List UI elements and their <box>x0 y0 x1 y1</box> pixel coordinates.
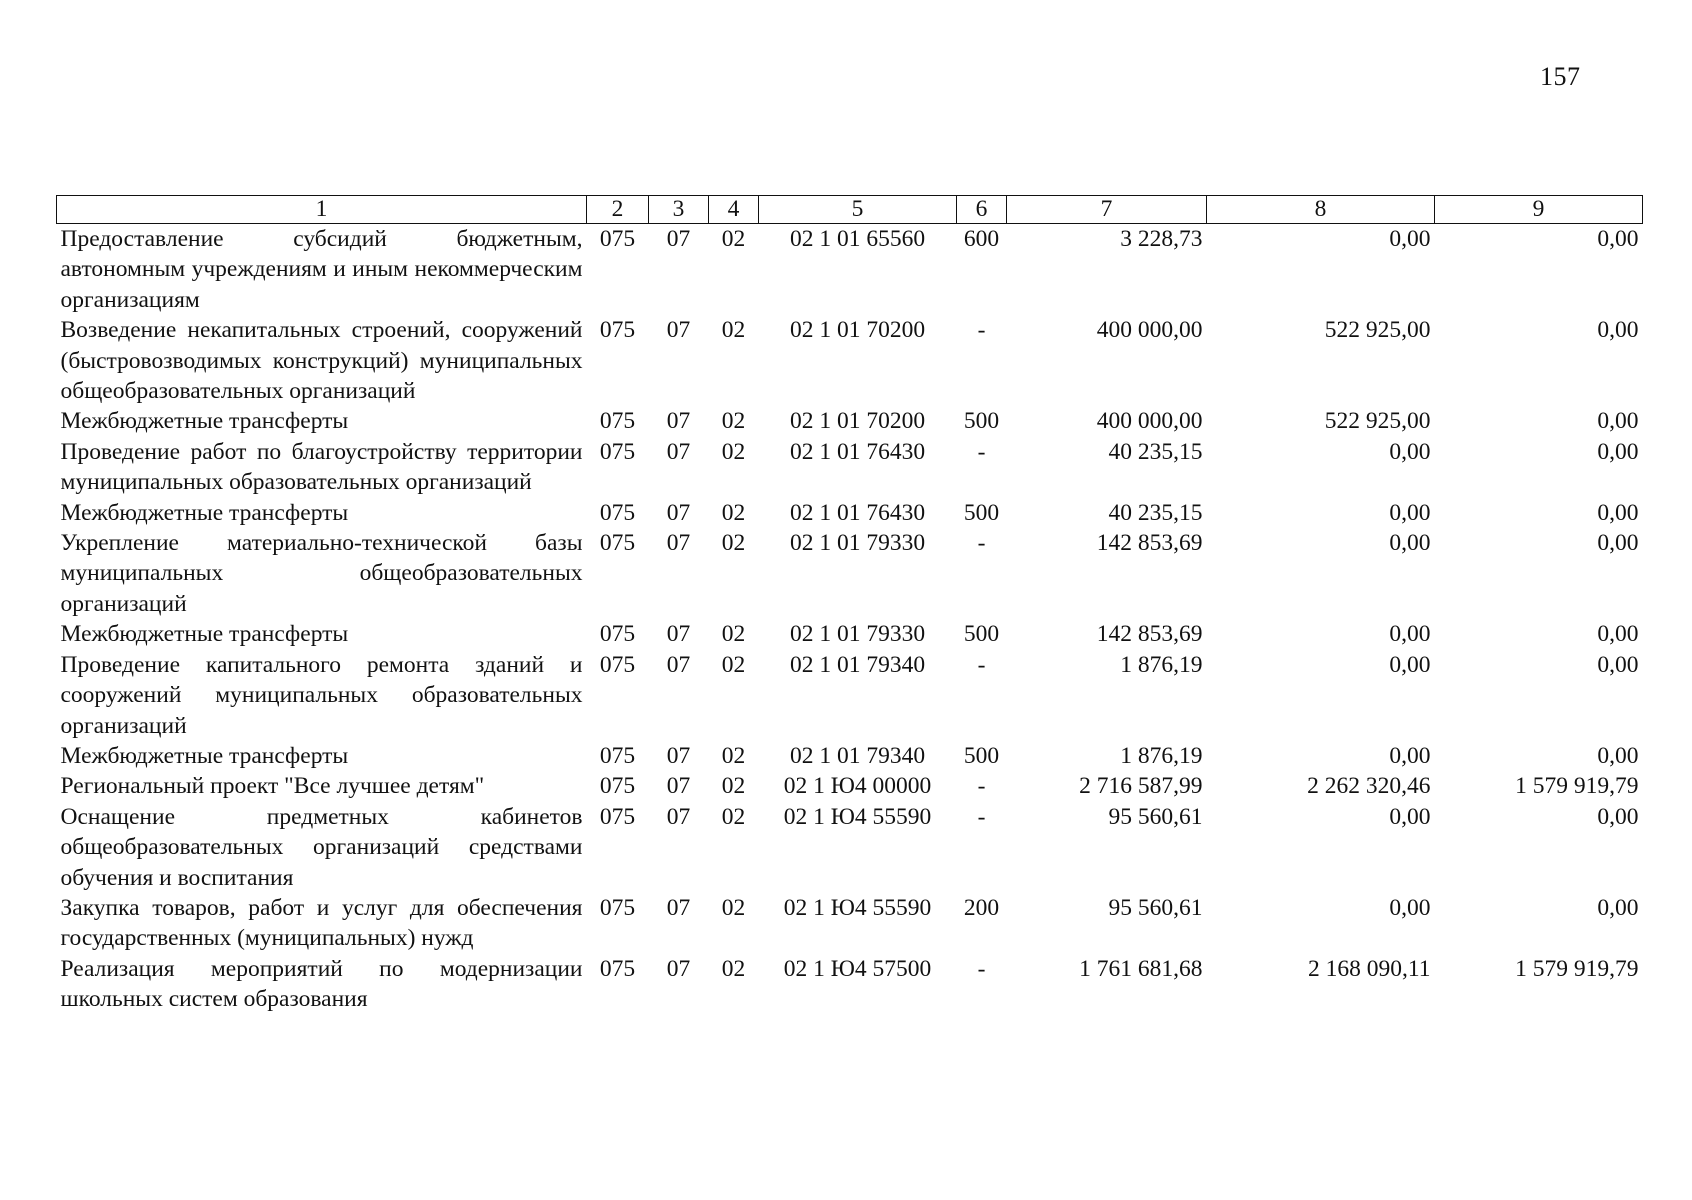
cell-subsection: 02 <box>721 742 746 769</box>
cell-subsection: 02 <box>721 226 746 252</box>
cell-target-article: 02 1 Ю4 00000 <box>783 773 932 800</box>
cell-target-article: 02 1 01 76430 <box>789 499 926 526</box>
cell-admin-code: 075 <box>599 408 636 435</box>
cell-target-article: 02 1 01 79330 <box>789 621 926 648</box>
cell-section: 07 <box>666 621 691 648</box>
cell-subsection: 02 <box>721 955 746 982</box>
table-body <box>57 224 1643 1015</box>
cell-expense-type: 500 <box>963 742 1000 769</box>
cell-admin-code: 075 <box>599 773 636 800</box>
cell-target-article: 02 1 01 79330 <box>789 530 926 557</box>
cell-subsection: 02 <box>721 438 746 465</box>
cell-amount-8: 0,00 <box>1389 742 1431 769</box>
table-row <box>57 802 1643 893</box>
table-row <box>57 498 1643 528</box>
cell-amount-8: 522 925,00 <box>1324 317 1431 344</box>
cell-amount-9: 0,00 <box>1597 408 1639 435</box>
cell-amount-9: 0,00 <box>1597 894 1639 921</box>
cell-subsection: 02 <box>721 408 746 435</box>
cell-subsection: 02 <box>721 894 746 921</box>
cell-subsection: 02 <box>721 317 746 344</box>
cell-amount-9: 0,00 <box>1597 621 1639 648</box>
cell-section: 07 <box>666 317 691 344</box>
cell-subsection: 02 <box>721 530 746 557</box>
cell-amount-8: 2 168 090,11 <box>1307 955 1431 982</box>
cell-admin-code: 075 <box>599 955 636 982</box>
cell-amount-8: 0,00 <box>1389 530 1431 557</box>
cell-amount-7: 3 228,73 <box>1120 226 1203 252</box>
cell-section: 07 <box>666 955 691 982</box>
cell-section: 07 <box>666 651 691 678</box>
cell-subsection: 02 <box>721 651 746 678</box>
cell-amount-9: 1 579 919,79 <box>1515 773 1639 800</box>
cell-amount-8: 0,00 <box>1389 651 1431 678</box>
cell-subsection: 02 <box>721 621 746 648</box>
table-row <box>57 437 1643 498</box>
cell-expense-type: 500 <box>963 408 1000 435</box>
cell-amount-7: 142 853,69 <box>1096 621 1203 648</box>
table-row <box>57 528 1643 619</box>
cell-amount-7: 1 761 681,68 <box>1079 955 1203 982</box>
row-name: Региональный проект "Все лучшее детям" <box>60 773 485 800</box>
column-header: 3 <box>649 196 709 224</box>
cell-amount-8: 0,00 <box>1389 803 1431 830</box>
cell-amount-7: 2 716 587,99 <box>1079 773 1203 800</box>
table-row <box>57 893 1643 954</box>
cell-target-article: 02 1 01 70200 <box>789 408 926 435</box>
cell-section: 07 <box>666 226 691 252</box>
cell-admin-code: 075 <box>599 651 636 678</box>
column-header: 2 <box>587 196 649 224</box>
cell-section: 07 <box>666 530 691 557</box>
cell-amount-8: 522 925,00 <box>1324 408 1431 435</box>
cell-expense-type: - <box>977 317 986 344</box>
cell-amount-8: 0,00 <box>1389 894 1431 921</box>
cell-expense-type: 500 <box>963 621 1000 648</box>
table-row <box>57 315 1643 406</box>
cell-admin-code: 075 <box>599 803 636 830</box>
row-name: Межбюджетные трансферты <box>60 499 349 526</box>
cell-amount-7: 400 000,00 <box>1096 408 1203 435</box>
row-name: Межбюджетные трансферты <box>60 408 349 435</box>
cell-expense-type: 200 <box>963 894 1000 921</box>
cell-admin-code: 075 <box>599 530 636 557</box>
cell-section: 07 <box>666 499 691 526</box>
cell-section: 07 <box>666 894 691 921</box>
cell-expense-type: - <box>977 773 986 800</box>
cell-amount-7: 1 876,19 <box>1120 742 1203 769</box>
cell-target-article: 02 1 Ю4 57500 <box>783 955 932 982</box>
column-header: 1 <box>57 196 587 224</box>
column-header: 5 <box>759 196 957 224</box>
cell-amount-8: 0,00 <box>1389 499 1431 526</box>
cell-amount-7: 142 853,69 <box>1096 530 1203 557</box>
cell-amount-9: 0,00 <box>1597 438 1639 465</box>
table-row <box>57 406 1643 436</box>
cell-section: 07 <box>666 803 691 830</box>
cell-admin-code: 075 <box>599 621 636 648</box>
cell-amount-8: 2 262 320,46 <box>1307 773 1431 800</box>
cell-admin-code: 075 <box>599 742 636 769</box>
cell-admin-code: 075 <box>599 226 636 252</box>
table-row <box>57 224 1643 316</box>
cell-admin-code: 075 <box>599 438 636 465</box>
table-row <box>57 650 1643 741</box>
row-name: Проведение капитального ремонта зданий и сооружений муниципальных образовательных организаций <box>60 651 583 739</box>
cell-admin-code: 075 <box>599 894 636 921</box>
cell-target-article: 02 1 01 79340 <box>789 742 926 769</box>
table-row <box>57 741 1643 771</box>
cell-expense-type: - <box>977 651 986 678</box>
cell-target-article: 02 1 Ю4 55590 <box>783 894 932 921</box>
cell-subsection: 02 <box>721 773 746 800</box>
budget-table <box>56 195 1643 1015</box>
cell-amount-9: 0,00 <box>1597 803 1639 830</box>
cell-expense-type: - <box>977 530 986 557</box>
cell-amount-7: 95 560,61 <box>1108 894 1203 921</box>
cell-expense-type: - <box>977 955 986 982</box>
cell-amount-9: 1 579 919,79 <box>1515 955 1639 982</box>
page-number: 157 <box>1540 62 1581 91</box>
cell-expense-type: 500 <box>963 499 1000 526</box>
cell-amount-8: 0,00 <box>1389 226 1431 252</box>
row-name: Реализация мероприятий по модернизации школьных систем образования <box>60 955 583 1013</box>
cell-amount-9: 0,00 <box>1597 651 1639 678</box>
row-name: Закупка товаров, работ и услуг для обеспечения государственных (муниципальных) нужд <box>60 894 583 952</box>
column-header: 8 <box>1207 196 1435 224</box>
row-name: Межбюджетные трансферты <box>60 742 349 769</box>
cell-admin-code: 075 <box>599 499 636 526</box>
cell-target-article: 02 1 01 70200 <box>789 317 926 344</box>
row-name: Оснащение предметных кабинетов общеобразовательных организаций средствами обучения и воспитания <box>60 803 583 891</box>
cell-admin-code: 075 <box>599 317 636 344</box>
cell-target-article: 02 1 01 65560 <box>789 226 926 252</box>
cell-amount-9: 0,00 <box>1597 317 1639 344</box>
cell-amount-9: 0,00 <box>1597 499 1639 526</box>
cell-expense-type: - <box>977 803 986 830</box>
cell-amount-8: 0,00 <box>1389 621 1431 648</box>
row-name: Проведение работ по благоустройству территории муниципальных образовательных организаций <box>60 438 583 496</box>
row-name: Предоставление субсидий бюджетным, автономным учреждениям и иным некоммерческим организациям <box>60 226 583 313</box>
cell-amount-9: 0,00 <box>1597 226 1639 252</box>
row-name: Укрепление материально-технической базы муниципальных общеобразовательных организаций <box>60 530 583 617</box>
cell-target-article: 02 1 01 79340 <box>789 651 926 678</box>
cell-section: 07 <box>666 742 691 769</box>
cell-amount-7: 1 876,19 <box>1120 651 1203 678</box>
cell-amount-7: 400 000,00 <box>1096 317 1203 344</box>
cell-section: 07 <box>666 438 691 465</box>
cell-amount-7: 95 560,61 <box>1108 803 1203 830</box>
cell-amount-9: 0,00 <box>1597 742 1639 769</box>
table-row <box>57 619 1643 649</box>
row-name: Межбюджетные трансферты <box>60 621 349 648</box>
cell-amount-8: 0,00 <box>1389 438 1431 465</box>
cell-subsection: 02 <box>721 499 746 526</box>
column-header: 9 <box>1435 196 1643 224</box>
cell-expense-type: - <box>977 438 986 465</box>
table-header-row <box>57 196 1643 224</box>
table-row <box>57 954 1643 1015</box>
row-name: Возведение некапитальных строений, сооружений (быстровозводимых конструкций) муниципальных общеобразовательных организаций <box>60 317 583 405</box>
column-header: 4 <box>709 196 759 224</box>
cell-subsection: 02 <box>721 803 746 830</box>
table-row <box>57 771 1643 801</box>
cell-expense-type: 600 <box>963 226 1000 252</box>
cell-section: 07 <box>666 408 691 435</box>
column-header: 7 <box>1007 196 1207 224</box>
cell-section: 07 <box>666 773 691 800</box>
cell-amount-7: 40 235,15 <box>1108 499 1203 526</box>
cell-amount-9: 0,00 <box>1597 530 1639 557</box>
cell-target-article: 02 1 Ю4 55590 <box>783 803 932 830</box>
cell-amount-7: 40 235,15 <box>1108 438 1203 465</box>
cell-target-article: 02 1 01 76430 <box>789 438 926 465</box>
column-header: 6 <box>957 196 1007 224</box>
